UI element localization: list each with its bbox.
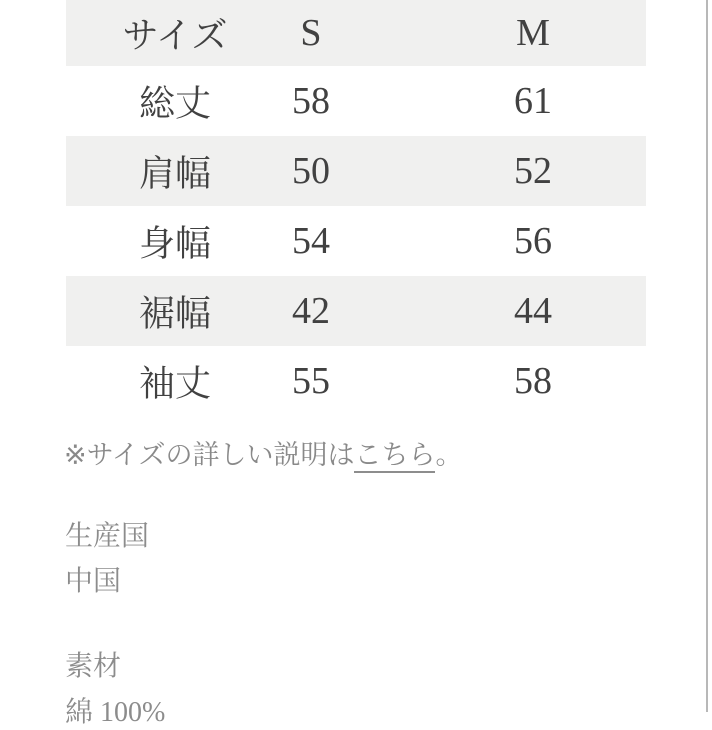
size-table	[66, 0, 646, 416]
table-row-sleeve-length	[66, 346, 646, 416]
material-label: 素材	[65, 651, 122, 682]
page-edge-divider	[706, 0, 708, 712]
size-guide-note-period: 。	[435, 440, 463, 470]
size-value-m: 56	[514, 220, 552, 262]
size-guide-note-text: ※サイズの詳しい説明は	[64, 440, 355, 470]
size-value-m: 58	[514, 360, 552, 402]
size-table-header-s: S	[300, 12, 322, 54]
size-table-header-row	[66, 0, 646, 66]
country-of-origin-value: 中国	[65, 566, 122, 597]
size-value-m: 52	[514, 150, 552, 192]
size-value-s: 55	[292, 360, 330, 402]
size-guide-note	[64, 433, 462, 472]
size-table-header-size: サイズ	[122, 15, 228, 56]
size-row-label: 身幅	[138, 223, 212, 264]
size-value-s: 50	[292, 150, 330, 192]
table-row-body-width	[66, 206, 646, 276]
size-detail-link[interactable]: こちら	[354, 440, 435, 473]
material-value: 綿 100%	[65, 697, 166, 728]
size-table-header-m: M	[516, 12, 550, 54]
size-row-label: 裾幅	[138, 293, 212, 334]
size-value-s: 54	[292, 220, 330, 262]
table-row-shoulder-width	[66, 136, 646, 206]
size-value-m: 44	[514, 290, 552, 332]
size-row-label: 袖丈	[138, 363, 212, 404]
size-row-label: 肩幅	[138, 153, 212, 194]
country-of-origin-label: 生産国	[65, 521, 150, 552]
table-row-hem-width	[66, 276, 646, 346]
size-value-s: 42	[292, 290, 330, 332]
size-value-m: 61	[514, 80, 552, 122]
table-row-total-length	[66, 66, 646, 136]
size-value-s: 58	[292, 80, 330, 122]
size-row-label: 総丈	[138, 83, 212, 124]
